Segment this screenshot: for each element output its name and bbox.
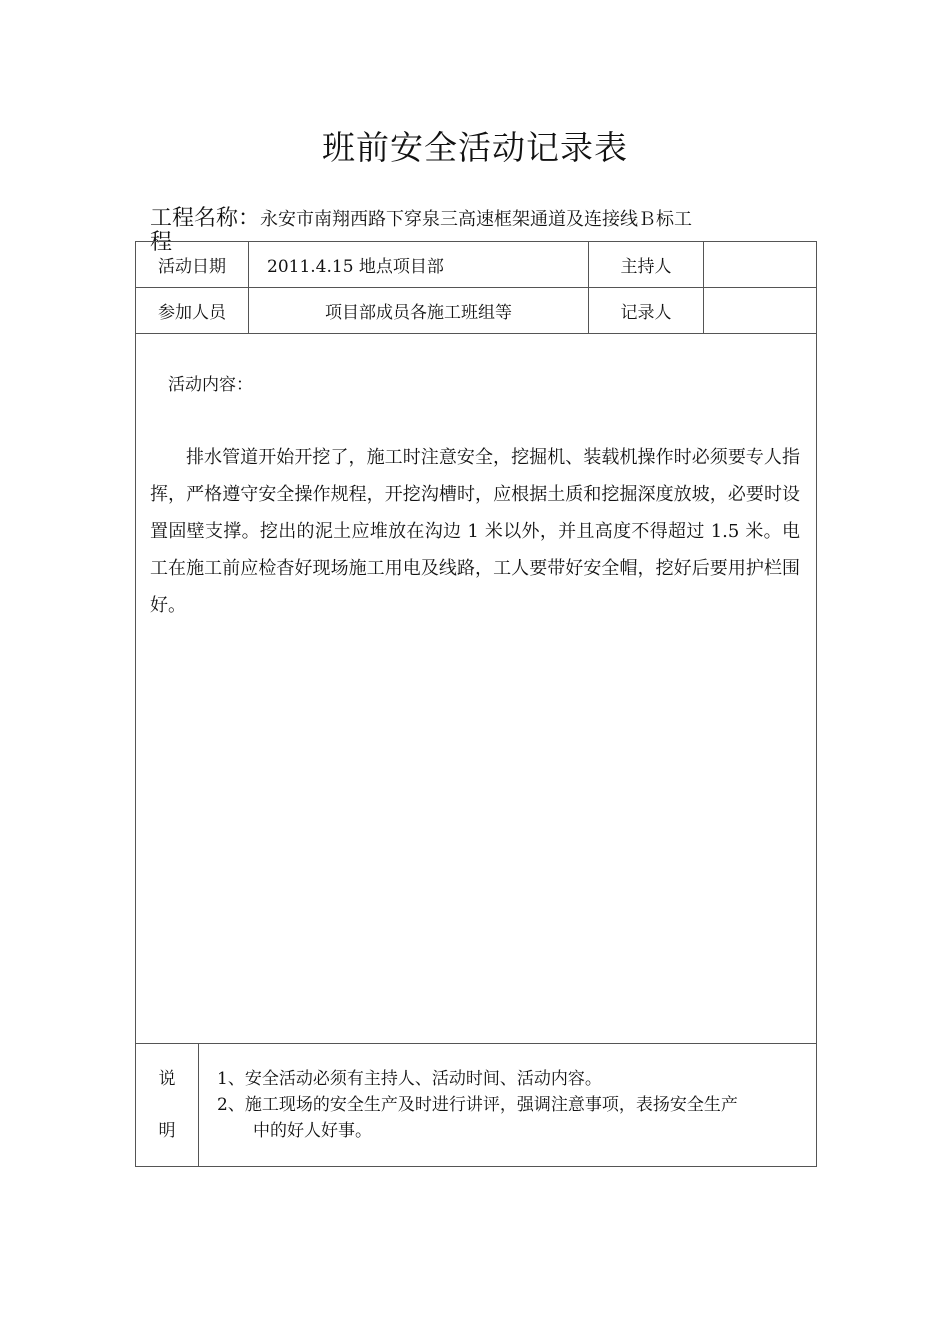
notes-label-1: 说 — [158, 1069, 176, 1089]
notes-label-2: 明 — [158, 1121, 176, 1141]
project-name-value: 永安市南翔西路下穿泉三高速框架通道及连接线Ｂ标工 — [260, 209, 693, 230]
record-table — [135, 241, 817, 1167]
table-row — [136, 242, 817, 288]
notes-label — [136, 1044, 199, 1167]
notes-cell — [199, 1044, 817, 1167]
date-label: 活动日期 — [136, 242, 249, 288]
project-name-wrap: 程 — [150, 230, 173, 255]
table-row — [136, 1044, 817, 1167]
note-item-2 — [217, 1092, 816, 1144]
content-text: 排水管道开始开挖了，施工时注意安全，挖掘机、装载机操作时必须要专人指挥，严格遵守安全操作规程，开挖沟槽时，应根据土质和挖掘深度放坡，必要时设置固壁支撑。挖出的泥土应堆放在沟边 1 米以外，并且高度不得超过 1.5 米。电工在施工前应检杳好现场施工用电及线路，工人要带好安全帽，挖好后要用护栏围好。 — [150, 447, 800, 616]
recorder-value — [704, 288, 817, 334]
content-heading: 活动内容： — [168, 375, 253, 395]
recorder-label: 记录人 — [589, 288, 704, 334]
content-cell — [136, 334, 817, 1044]
page-title: 班前安全活动记录表 — [322, 128, 628, 167]
project-name-label: 工程名称： — [150, 206, 261, 231]
note-item-1: 1、安全活动必须有主持人、活动时间、活动内容。 — [217, 1069, 602, 1089]
table-row — [136, 288, 817, 334]
host-label: 主持人 — [589, 242, 704, 288]
participants-label: 参加人员 — [136, 288, 249, 334]
participants-value: 项目部成员各施工班组等 — [249, 288, 589, 334]
note-item-2-line-1: 2、施工现场的安全生产及时进行讲评，强调注意事项，表扬安全生产 — [217, 1095, 738, 1115]
project-name-line — [150, 204, 790, 255]
note-item-2-line-2: 中的好人好事。 — [253, 1121, 372, 1141]
table-row — [136, 334, 817, 1044]
date-value: 2011.4.15 地点项目部 — [249, 242, 589, 288]
host-value — [704, 242, 817, 288]
